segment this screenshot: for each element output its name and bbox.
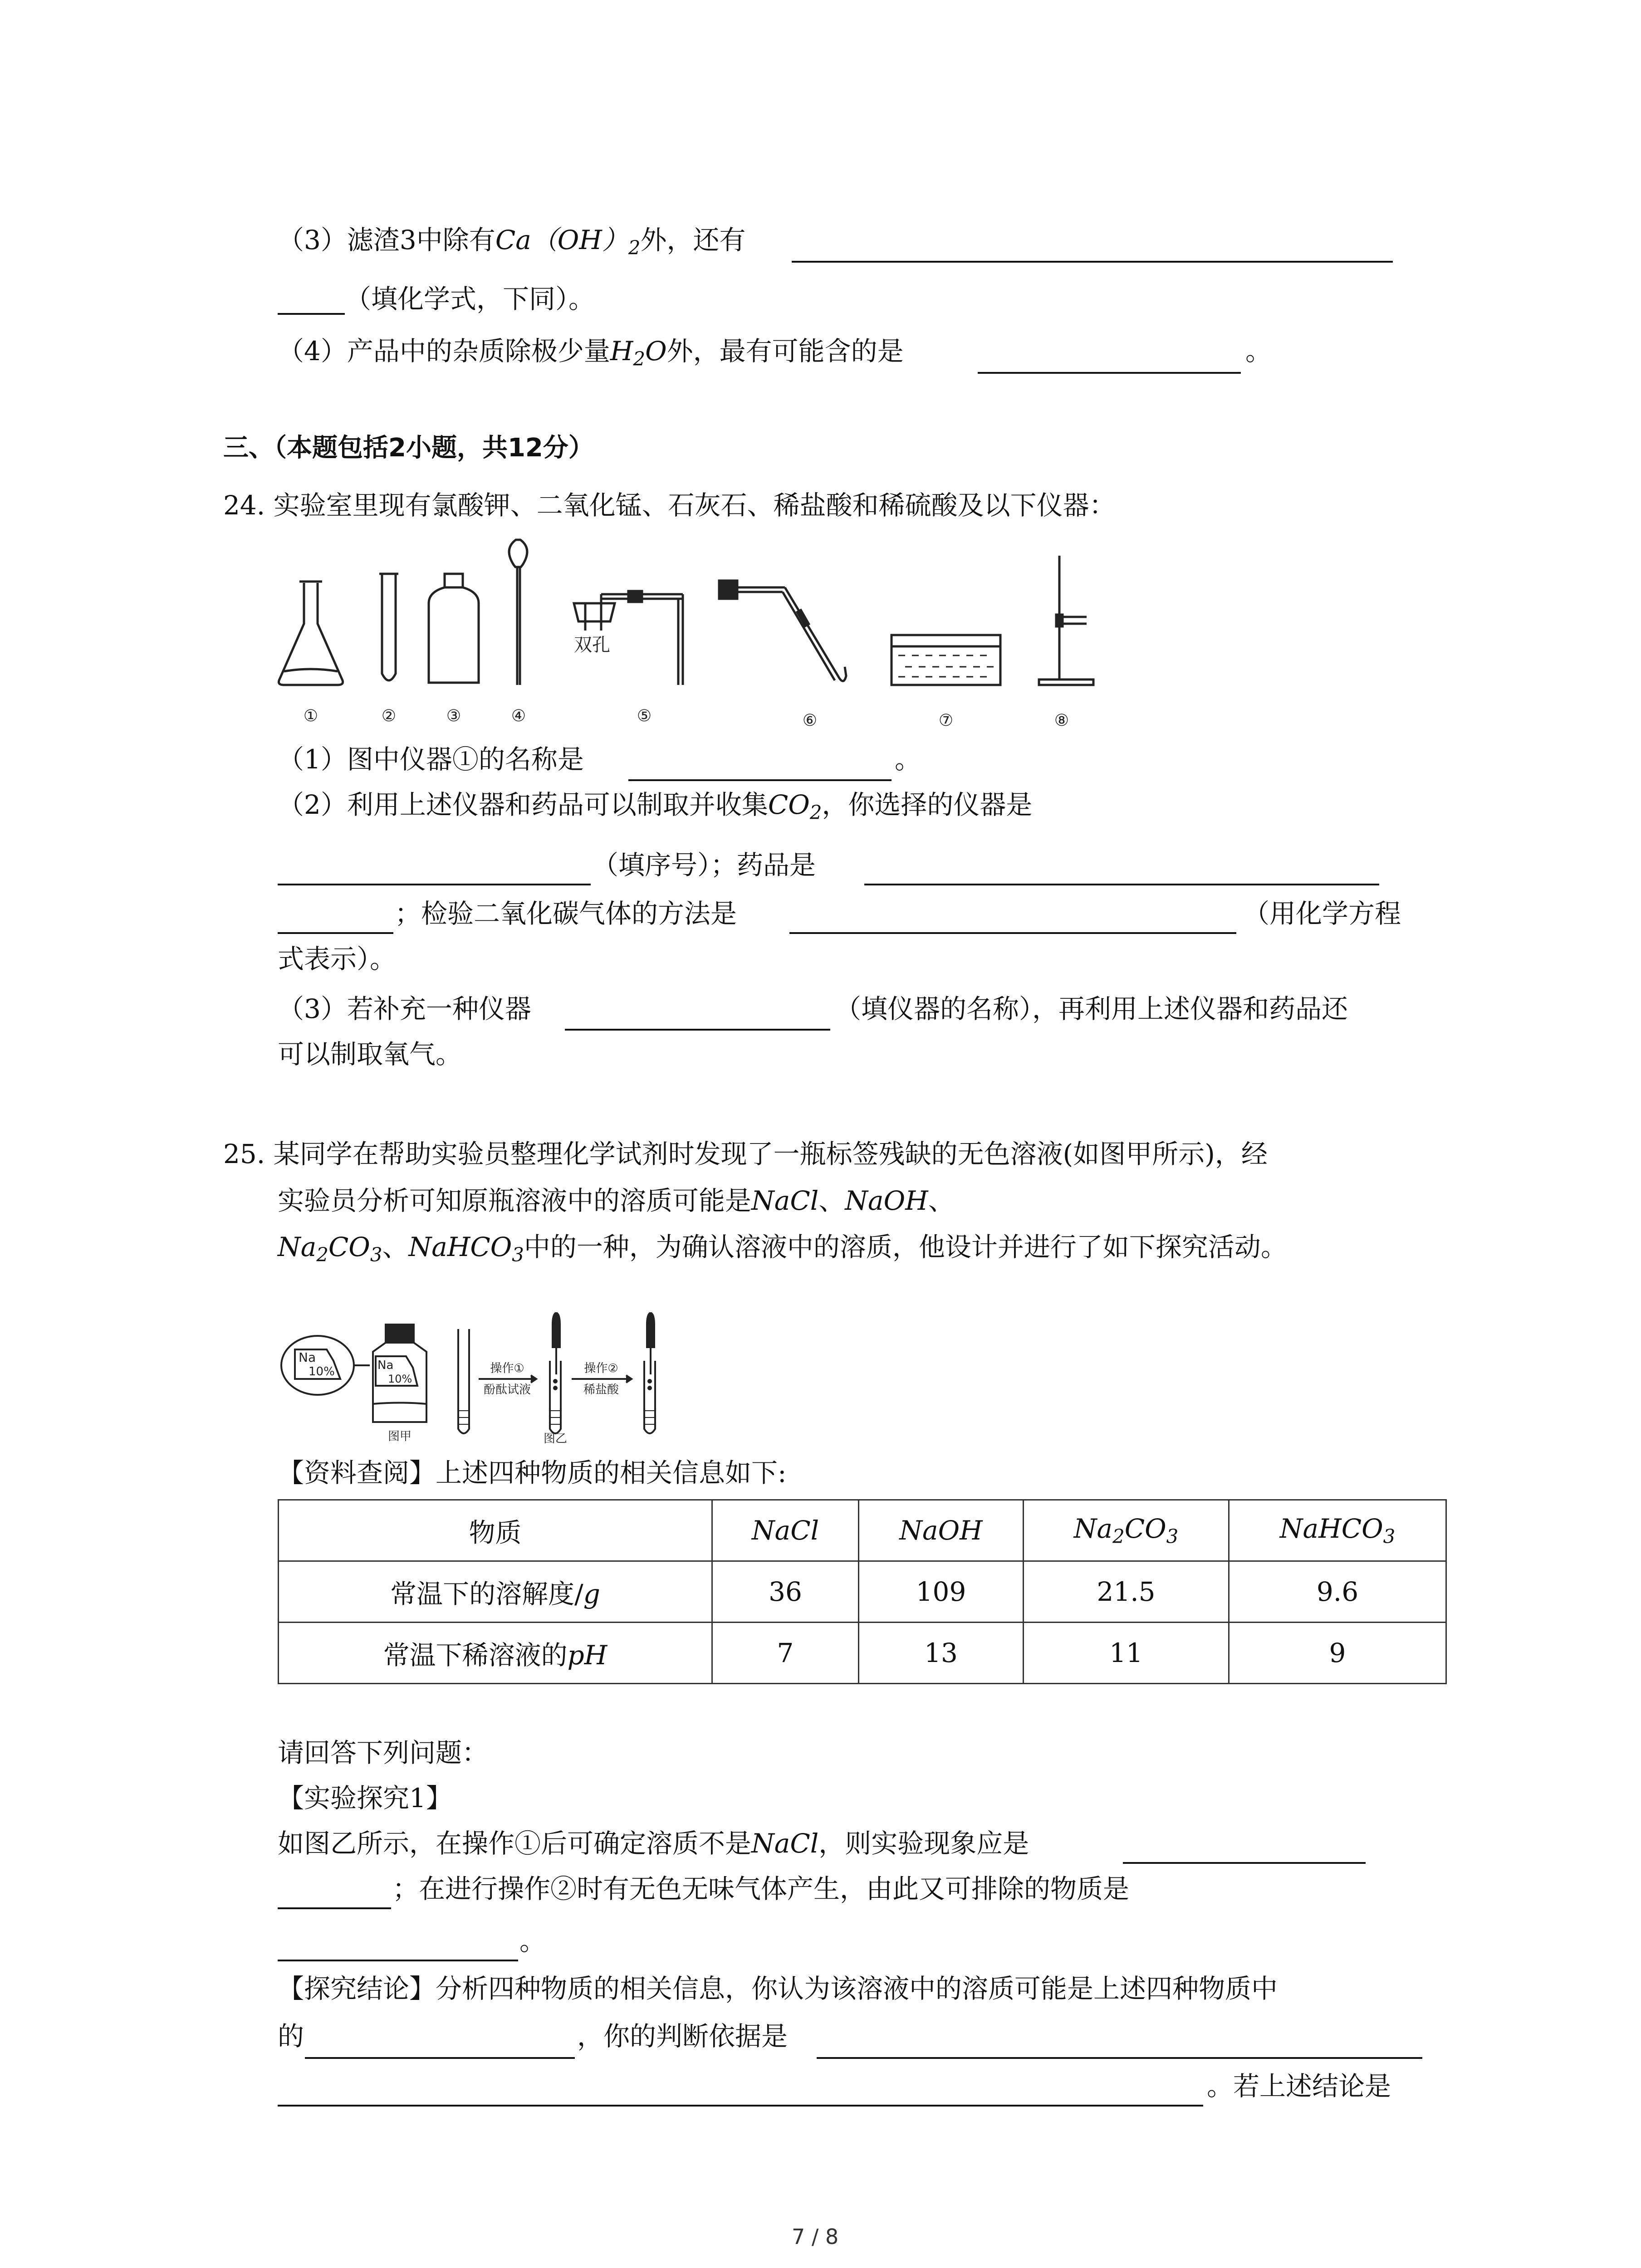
q25-ask: 请回答下列问题： (278, 1737, 489, 1768)
zoom-label-pct: 10% (309, 1365, 335, 1378)
solubility-naoh: 109 (859, 1561, 1024, 1623)
q25-exp1-phenomenon-blank-cont[interactable] (278, 1907, 391, 1909)
row-label-ph: 常温下稀溶液的pH (279, 1623, 712, 1684)
section-title: 三、（本题包括2小题，共12分） (223, 433, 594, 463)
q25-stem-line3: $Na_2CO_3$、NaHCO$_3$中的一种，为确认溶液中的溶质，他设计并进行了如下探究活动。 (278, 1232, 1287, 1266)
bottle-label-pct: 10% (388, 1373, 412, 1385)
q25-stem-line1: 25. 某同学在帮助实验员整理化学试剂时发现了一瓶标签残缺的无色溶液(如图甲所示)，经 (223, 1139, 1268, 1169)
apparatus-label-5: ⑤ (637, 707, 652, 725)
header-na2co3: $Na_2CO_3$ (1024, 1500, 1229, 1561)
header-substance: 物质 (279, 1500, 712, 1561)
substance-info-table (278, 1499, 1447, 1684)
table-row (279, 1623, 1446, 1684)
q24-part2-line1: （2）利用上述仪器和药品可以制取并收集$CO_2$，你选择的仪器是 (278, 789, 1033, 824)
dropper-tube-icon (644, 1313, 655, 1433)
solubility-nahco3: 9.6 (1229, 1561, 1446, 1623)
table-row (279, 1561, 1446, 1623)
q25-exp1-excluded-blank[interactable] (278, 1960, 518, 1961)
caption-yi: 图乙 (543, 1432, 568, 1446)
q23-part3-blank-cont[interactable] (278, 313, 345, 315)
apparatus-label-2: ② (381, 707, 397, 725)
q24-part2-reagents-blank-cont[interactable] (278, 932, 393, 934)
arrow-icon (479, 1375, 536, 1383)
q24-part3-blank[interactable] (565, 1029, 830, 1031)
header-nacl: NaCl (712, 1500, 859, 1561)
solubility-na2co3: 21.5 (1024, 1561, 1229, 1623)
header-nahco3: NaHCO$_3$ (1229, 1500, 1446, 1561)
arrow-icon (572, 1375, 632, 1383)
bottle-label-na: Na (377, 1359, 394, 1372)
op1-label: 操作① (490, 1362, 524, 1375)
apparatus-label-8: ⑧ (1054, 711, 1069, 730)
q24-part3-pre: （3）若补充一种仪器 (278, 993, 531, 1024)
q25-conclusion-substance-blank[interactable] (305, 2057, 575, 2059)
q23-part4-end: 。 (1245, 336, 1272, 367)
q25-exp1-phenomenon-blank[interactable] (1123, 1862, 1366, 1864)
q24-part2-instruments-blank[interactable] (278, 884, 591, 885)
q25-exp1-line2: ；在进行操作②时有无色无味气体产生，由此又可排除的物质是 (392, 1873, 1130, 1904)
apparatus-label-4: ④ (511, 707, 526, 725)
bent-delivery-tube-icon (719, 581, 846, 681)
q25-experiment-figure (277, 1306, 712, 1452)
solubility-nacl: 36 (712, 1561, 859, 1623)
q24-part3-line2: 可以制取氧气。 (278, 1039, 462, 1070)
q24-part1-end: 。 (895, 744, 921, 775)
test-tube-icon (379, 574, 398, 680)
q25-conclusion-basis-blank-cont[interactable] (278, 2105, 1203, 2107)
q23-part3-blank[interactable] (792, 261, 1393, 263)
q25-exp1-title: 【实验探究1】 (278, 1783, 452, 1813)
reagent-bottle-icon (429, 574, 479, 683)
ph-nahco3: 9 (1229, 1623, 1446, 1684)
q25-exp1-line1: 如图乙所示，在操作①后可确定溶质不是NaCl，则实验现象应是 (278, 1828, 1029, 1859)
apparatus-label-6: ⑥ (802, 711, 818, 730)
page-number: 7 / 8 (792, 2224, 839, 2249)
q23-part4-blank[interactable] (978, 372, 1241, 374)
q25-conclusion-line1: 【探究结论】分析四种物质的相关信息，你认为该溶液中的溶质可能是上述四种物质中 (278, 1973, 1278, 2004)
q25-stem-line2: 实验员分析可知原瓶溶液中的溶质可能是NaCl、NaOH、 (278, 1185, 955, 1216)
q25-info-intro: 【资料查阅】上述四种物质的相关信息如下: (278, 1457, 787, 1488)
ph-nacl: 7 (712, 1623, 859, 1684)
q25-conclusion-line2b: ，你的判断依据是 (577, 2021, 788, 2052)
apparatus-label-3: ③ (446, 707, 461, 725)
apparatus-label-1: ① (303, 707, 318, 725)
q25-exp1-line3: 。 (519, 1926, 546, 1956)
q24-part2-line2: （填序号）；药品是 (592, 850, 816, 880)
test-tube-icon (458, 1329, 469, 1433)
long-neck-funnel-icon (509, 540, 527, 685)
q24-part2-reagents-blank[interactable] (864, 884, 1379, 885)
q24-apparatus-figure (272, 531, 1134, 730)
water-trough-icon (892, 635, 1000, 685)
q25-conclusion-basis-blank[interactable] (817, 2057, 1422, 2059)
reagent2-label: 稀盐酸 (583, 1383, 619, 1397)
q24-stem: 24. 实验室里现有氯酸钾、二氧化锰、石灰石、稀盐酸和稀硫酸及以下仪器： (223, 490, 1116, 521)
q23-part4-line: （4）产品中的杂质除极少量$H_2O$外，最有可能含的是 (278, 336, 904, 370)
q23-part3-line2: （填化学式，下同）。 (345, 284, 595, 314)
q24-part2-equation-blank[interactable] (789, 932, 1236, 934)
conical-flask-icon (279, 582, 343, 685)
table-header-row (279, 1500, 1446, 1561)
q23-part3-line1: （3）滤渣3中除有$Ca(OH)_2$外，还有 (278, 225, 746, 259)
q24-part2-line3-end: （用化学方程 (1243, 898, 1401, 929)
q24-part2-line3: ；检验二氧化碳气体的方法是 (395, 898, 737, 929)
zoom-label-na: Na (299, 1350, 316, 1365)
ph-na2co3: 11 (1024, 1623, 1229, 1684)
ph-naoh: 13 (859, 1623, 1024, 1684)
caption-jia: 图甲 (387, 1430, 412, 1443)
reagent1-label: 酚酞试液 (483, 1383, 531, 1397)
stopper-label: 双孔 (574, 635, 610, 655)
q25-conclusion-line3: 。若上述结论是 (1207, 2071, 1391, 2102)
apparatus-label-7: ⑦ (938, 711, 954, 730)
op2-label: 操作② (584, 1362, 618, 1375)
q24-part3-post: （填仪器的名称），再利用上述仪器和药品还 (835, 993, 1348, 1024)
header-naoh: NaOH (859, 1500, 1024, 1561)
q24-part1-blank[interactable] (628, 779, 892, 781)
iron-stand-icon (1039, 556, 1093, 685)
row-label-solubility: 常温下的溶解度/g (279, 1561, 712, 1623)
dropper-tube-icon (550, 1313, 561, 1433)
q24-part2-line4: 式表示）。 (278, 943, 397, 974)
q24-part1: （1）图中仪器①的名称是 (278, 744, 584, 775)
q25-conclusion-line2a: 的 (278, 2021, 304, 2052)
